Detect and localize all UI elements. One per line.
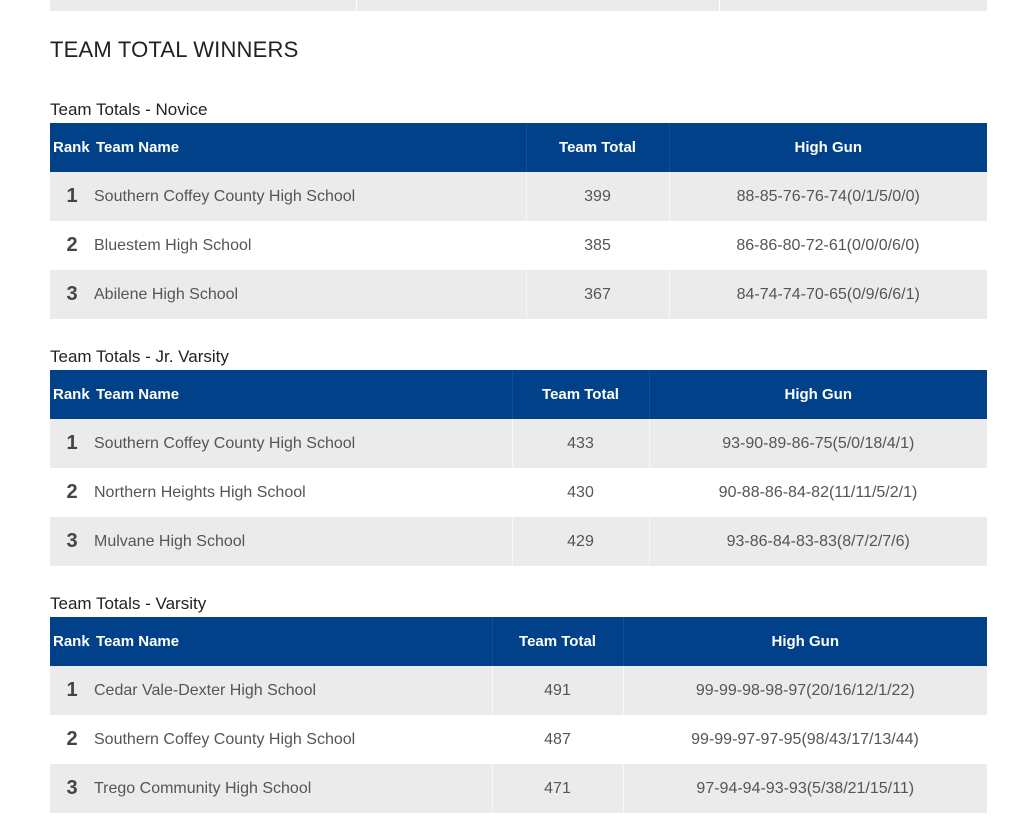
rank-cell: 3 — [50, 764, 92, 813]
section-novice — [50, 97, 987, 319]
rank-cell: 1 — [50, 172, 92, 221]
team-name-cell: Abilene High School — [92, 270, 526, 319]
section-title: Team Totals - Varsity — [50, 594, 207, 613]
table-row — [50, 715, 987, 764]
team-total-cell: 399 — [526, 172, 669, 221]
rank-cell: 1 — [50, 666, 92, 715]
team-total-cell: 491 — [492, 666, 623, 715]
table-row — [50, 468, 987, 517]
team-name-cell: Southern Coffey County High School — [92, 715, 492, 764]
team-name-header: Team Name — [96, 386, 180, 403]
rank-cell: 2 — [50, 221, 92, 270]
team-name-cell: Trego Community High School — [92, 764, 492, 813]
rank-cell: 2 — [50, 715, 92, 764]
rank-cell: 1 — [50, 419, 92, 468]
results-table-varsity — [50, 617, 987, 813]
team-total-cell: 429 — [512, 517, 649, 566]
high-gun-cell: 93-86-84-83-83(8/7/2/7/6) — [649, 517, 987, 566]
table-row — [50, 517, 987, 566]
rank-header: Rank — [53, 633, 90, 650]
high-gun-cell: 93-90-89-86-75(5/0/18/4/1) — [649, 419, 987, 468]
rank-cell: 3 — [50, 270, 92, 319]
page-heading: TEAM TOTAL WINNERS — [50, 37, 299, 62]
table-row — [50, 270, 987, 319]
team-name-cell: Southern Coffey County High School — [92, 419, 512, 468]
team-name-header: Team Name — [96, 139, 180, 156]
rank-header: Rank — [53, 386, 90, 403]
results-table-jr-varsity — [50, 370, 987, 566]
team-total-header: Team Total — [492, 617, 623, 666]
team-name-cell: Northern Heights High School — [92, 468, 512, 517]
table-header-row — [50, 123, 987, 172]
team-name-cell: Bluestem High School — [92, 221, 526, 270]
high-gun-cell: 99-99-98-98-97(20/16/12/1/22) — [623, 666, 987, 715]
table-row — [50, 764, 987, 813]
team-total-cell: 471 — [492, 764, 623, 813]
rank-cell: 2 — [50, 468, 92, 517]
section-title: Team Totals - Novice — [50, 100, 208, 119]
team-name-header: Team Name — [96, 633, 180, 650]
team-total-cell: 367 — [526, 270, 669, 319]
table-row — [50, 419, 987, 468]
table-row — [50, 172, 987, 221]
high-gun-cell: 90-88-86-84-82(11/11/5/2/1) — [649, 468, 987, 517]
team-total-cell: 487 — [492, 715, 623, 764]
high-gun-cell: 99-99-97-97-95(98/43/17/13/44) — [623, 715, 987, 764]
high-gun-cell: 84-74-74-70-65(0/9/6/6/1) — [669, 270, 987, 319]
previous-table-last-row — [50, 0, 987, 11]
team-total-header: Team Total — [526, 123, 669, 172]
team-name-cell: Southern Coffey County High School — [92, 172, 526, 221]
rank-cell: 3 — [50, 517, 92, 566]
table-header-row — [50, 370, 987, 419]
table-row — [50, 666, 987, 715]
table-header-row — [50, 617, 987, 666]
team-name-cell: Cedar Vale-Dexter High School — [92, 666, 492, 715]
team-name-cell: Mulvane High School — [92, 517, 512, 566]
high-gun-header: High Gun — [649, 370, 987, 419]
section-title: Team Totals - Jr. Varsity — [50, 347, 229, 366]
high-gun-cell: 97-94-94-93-93(5/38/21/15/11) — [623, 764, 987, 813]
high-gun-header: High Gun — [669, 123, 987, 172]
high-gun-cell: 88-85-76-76-74(0/1/5/0/0) — [669, 172, 987, 221]
section-varsity — [50, 591, 987, 813]
team-total-cell: 430 — [512, 468, 649, 517]
high-gun-cell: 86-86-80-72-61(0/0/0/6/0) — [669, 221, 987, 270]
team-total-header: Team Total — [512, 370, 649, 419]
section-jr-varsity — [50, 344, 987, 566]
table-row — [50, 221, 987, 270]
team-total-cell: 385 — [526, 221, 669, 270]
results-table-novice — [50, 123, 987, 319]
high-gun-header: High Gun — [623, 617, 987, 666]
rank-header: Rank — [53, 139, 90, 156]
team-total-cell: 433 — [512, 419, 649, 468]
